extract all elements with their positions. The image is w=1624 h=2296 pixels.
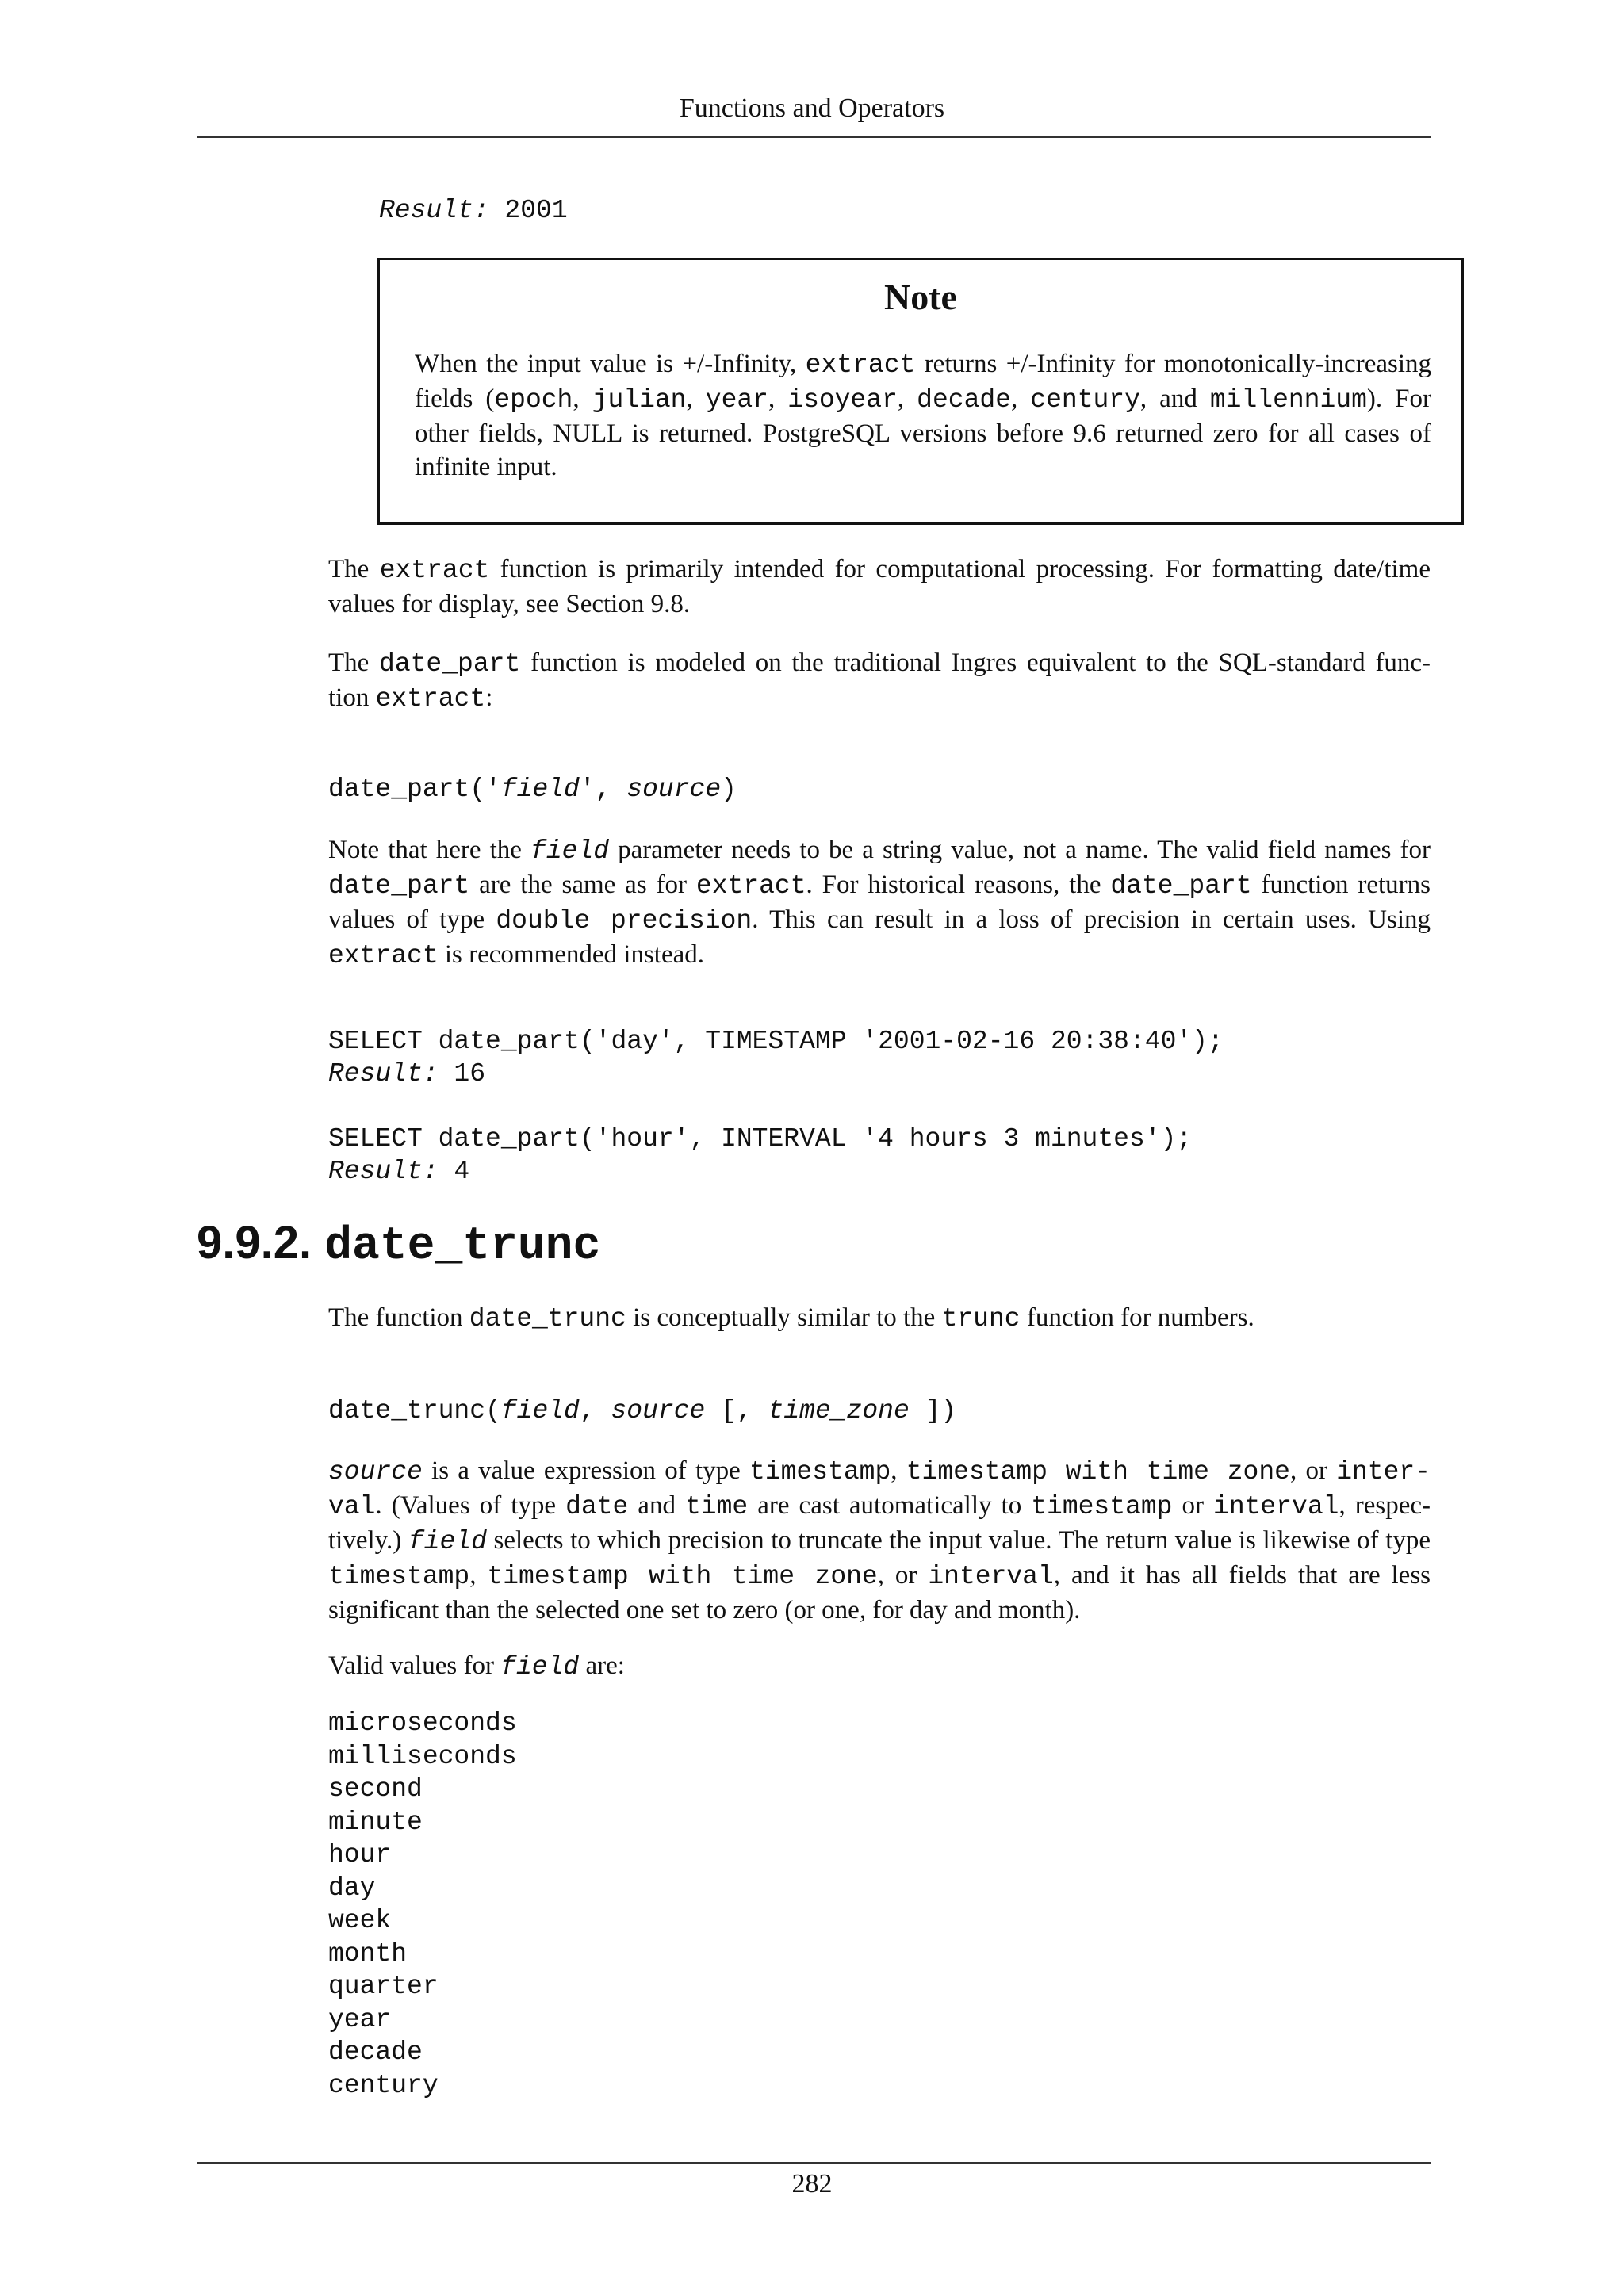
text: is conceptually similar to the: [626, 1303, 942, 1332]
inline-code: date_part: [379, 649, 521, 679]
text: function is primarily intended for computational processing. For formatting date/time values for display, see Section 9.8.: [328, 555, 1431, 618]
text: :: [485, 683, 493, 712]
note-text: returns +/-Infinity for monotonically-increasing fields (: [415, 350, 1431, 413]
result-label: Result:: [379, 196, 489, 225]
inline-code: inter- val: [328, 1457, 1431, 1521]
date-trunc-syntax: [328, 1395, 956, 1427]
example-query: SELECT date_part('hour', INTERVAL '4 hours 3 minutes');: [328, 1124, 1193, 1154]
date-part-syntax: [328, 773, 737, 806]
code-text: date_part(': [328, 775, 501, 804]
result-value: 16: [438, 1059, 486, 1089]
inline-code: time: [685, 1492, 749, 1521]
note-text: ). For other fields, NULL is returned. PostgreSQL versions before 9.6 returned zero for all cases of infinite input.: [415, 385, 1432, 481]
result-label: Result:: [328, 1059, 439, 1089]
list-item: microseconds: [328, 1709, 517, 1738]
note-text: When the input value is +/-Infinity,: [415, 350, 806, 378]
text: are:: [579, 1651, 625, 1680]
inline-code: double precision: [496, 906, 753, 936]
text: are the same as for: [469, 871, 696, 899]
text: are cast automatically to: [748, 1491, 1032, 1520]
inline-code: interval: [928, 1562, 1054, 1591]
result-value: 2001: [488, 196, 568, 225]
note-text: ,: [573, 385, 592, 413]
text: Note that here the: [328, 836, 531, 864]
inline-code: timestamp with time zone: [906, 1457, 1290, 1487]
list-item: second: [328, 1774, 423, 1804]
valid-field-values-list: [328, 1707, 517, 2102]
list-item: milliseconds: [328, 1741, 517, 1771]
code-text: ,: [579, 1396, 611, 1425]
list-item: decade: [328, 2038, 423, 2067]
text: The: [328, 555, 380, 584]
inline-code: timestamp: [1031, 1492, 1173, 1521]
note-text: ,: [897, 385, 917, 413]
inline-code: timestamp: [749, 1457, 891, 1487]
list-item: year: [328, 2004, 392, 2034]
note-title: Note: [884, 277, 957, 317]
note-text: ,: [1011, 385, 1031, 413]
section-heading: [197, 1216, 600, 1272]
code-param: source: [611, 1396, 706, 1425]
inline-code: trunc: [941, 1304, 1021, 1334]
inline-code: extract: [695, 871, 806, 901]
text: . For historical reasons, the: [806, 871, 1111, 899]
text: , or: [877, 1561, 929, 1590]
note-text: ,: [686, 385, 706, 413]
code-text: date_trunc(: [328, 1396, 501, 1425]
text: , or: [1289, 1456, 1337, 1485]
text: function is modeled on the traditional Ingres equivalent to the SQL-standard func- tion: [328, 649, 1431, 712]
list-item: month: [328, 1938, 408, 1969]
note-code: isoyear: [787, 385, 898, 415]
inline-code: timestamp with time zone: [487, 1562, 878, 1591]
note-code: extract: [805, 350, 916, 380]
note-code: year: [705, 385, 768, 415]
running-header: Functions and Operators: [679, 94, 945, 123]
text: function returns values of type: [328, 871, 1431, 934]
note-code: century: [1030, 385, 1140, 415]
code-param: time_zone: [768, 1396, 910, 1425]
text: is a value expression of type: [422, 1456, 750, 1485]
note-code: epoch: [494, 385, 573, 415]
inline-code: date_trunc: [469, 1304, 626, 1334]
section-name: date_trunc: [324, 1221, 601, 1272]
inline-code: timestamp: [328, 1562, 470, 1591]
list-item: hour: [328, 1840, 392, 1869]
code-text: ]): [909, 1396, 957, 1425]
text: function for numbers.: [1020, 1303, 1254, 1332]
inline-code: interval: [1213, 1492, 1339, 1521]
text: . This can result in a loss of precision in certain uses. Using: [752, 905, 1431, 934]
example-query: SELECT date_part('day', TIMESTAMP '2001-02-16 20:38:40');: [328, 1027, 1224, 1056]
list-item: minute: [328, 1807, 423, 1837]
inline-code: extract: [375, 684, 486, 714]
footer-rule: [197, 2162, 1431, 2164]
example-result: [328, 1155, 1192, 1188]
text: , and it has all fields that are less significant than the selected one set to zero (or one, for day and month).: [328, 1561, 1431, 1624]
example-day: [328, 1025, 1224, 1090]
code-text: [,: [705, 1396, 768, 1425]
top-result-line: [379, 195, 568, 225]
text: parameter needs to be a string value, not a name. The valid field names for: [609, 836, 1431, 864]
note-code: julian: [592, 385, 687, 415]
code-text: ',: [579, 775, 627, 804]
text: The function: [328, 1303, 469, 1332]
paragraph-trunc-intro: [328, 1301, 1431, 1336]
page-number: 282: [791, 2169, 833, 2198]
text: and: [628, 1491, 685, 1520]
inline-code: field: [530, 836, 610, 866]
example-hour: [328, 1123, 1192, 1188]
text: or: [1172, 1491, 1214, 1520]
inline-code: extract: [328, 941, 439, 970]
text: Valid values for: [328, 1651, 501, 1680]
list-item: week: [328, 1906, 392, 1935]
note-box: [377, 258, 1464, 525]
paragraph-source-description: [328, 1454, 1431, 1627]
code-param: field: [500, 1396, 580, 1425]
inline-code: date_part: [1110, 871, 1252, 901]
result-value: 4: [438, 1157, 470, 1186]
text: ,: [469, 1561, 488, 1590]
section-number: 9.9.2.: [197, 1217, 325, 1269]
note-code: millennium: [1209, 385, 1367, 415]
text: ,: [891, 1456, 906, 1485]
inline-code: source: [328, 1457, 423, 1487]
note-code: decade: [917, 385, 1011, 415]
paragraph-valid-values: [328, 1649, 1431, 1684]
text: The: [328, 649, 380, 677]
paragraph-field-note: [328, 833, 1431, 973]
code-param: field: [500, 775, 580, 804]
paragraph-extract-purpose: [328, 553, 1431, 621]
text: selects to which precision to truncate the input value. The return value is likewise of type: [486, 1526, 1431, 1555]
inline-code: date: [565, 1492, 629, 1521]
note-text: ,: [768, 385, 788, 413]
inline-code: field: [500, 1652, 580, 1682]
result-label: Result:: [328, 1157, 439, 1186]
inline-code: field: [408, 1527, 487, 1556]
example-result: [328, 1058, 1224, 1090]
inline-code: date_part: [328, 871, 470, 901]
list-item: century: [328, 2070, 439, 2100]
text: , respec- tively.): [328, 1491, 1431, 1555]
text: is recommended instead.: [438, 940, 705, 969]
list-item: day: [328, 1873, 376, 1903]
list-item: quarter: [328, 1972, 439, 2001]
header-rule: [197, 136, 1431, 138]
code-text: ): [721, 775, 737, 804]
text: . (Values of type: [375, 1491, 566, 1520]
code-param: source: [626, 775, 722, 804]
inline-code: extract: [379, 556, 490, 585]
paragraph-date-part-intro: [328, 646, 1431, 716]
note-text: , and: [1139, 385, 1210, 413]
note-body: [415, 347, 1431, 484]
